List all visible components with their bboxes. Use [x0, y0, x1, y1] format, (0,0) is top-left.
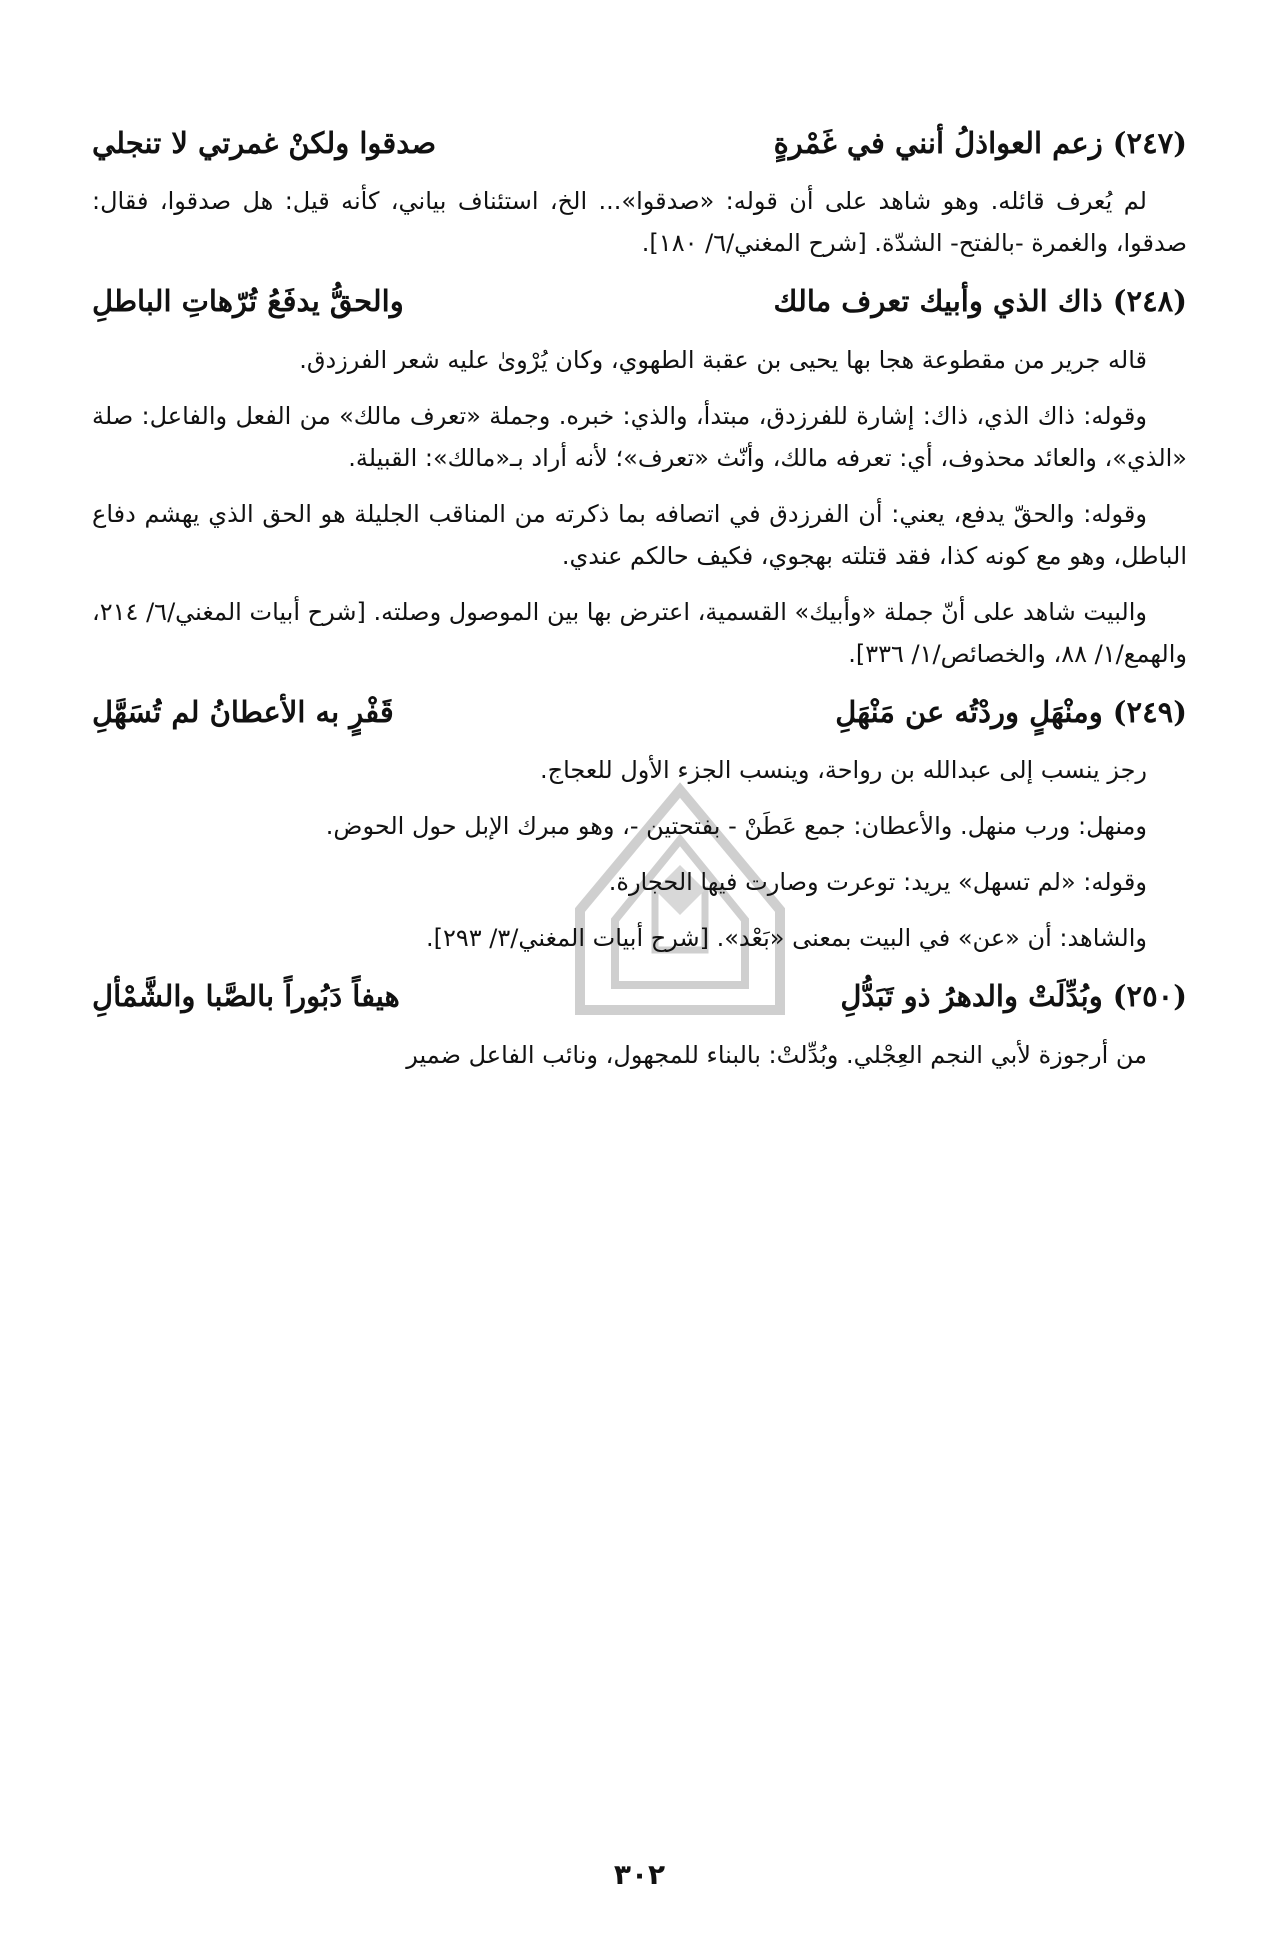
verse-first-hemistich: (٢٥٠) وبُدِّلَتْ والدهرُ ذو تَبَدُّلِ [840, 979, 1187, 1014]
commentary-paragraph: لم يُعرف قائله. وهو شاهد على أن قوله: «صدقوا»... الخ، استئناف بياني، كأنه قيل: هل صدقوا، فقال: صدقوا، والغمرة -بالفتح- الشدّة. [شرح المغني/٦/ ١٨٠]. [92, 187, 1187, 258]
commentary-paragraph: رجز ينسب إلى عبدالله بن رواحة، وينسب الجزء الأول للعجاج. [539, 756, 1147, 785]
verse-second-hemistich: هيفاً دَبُوراً بالصَّبا والشَّمْألِ [92, 979, 400, 1014]
commentary-paragraph: والبيت شاهد على أنّ جملة «وأبيك» القسمية، اعترض بها بين الموصول وصلته. [شرح أبيات المغني/٦/ ٢١٤، والهمع/١/ ٨٨، والخصائص/١/ ٣٣٦]. [92, 597, 1187, 668]
verse-second-hemistich: صدقوا ولكنْ غمرتي لا تنجلي [92, 126, 437, 160]
commentary-paragraph: وقوله: «لم تسهل» يريد: توعرت وصارت فيها الحجارة. [608, 868, 1147, 897]
verse-249 [92, 689, 1187, 735]
commentary-paragraph: قاله جرير من مقطوعة هجا بها يحيى بن عقبة الطهوي، وكان يُرْوىٰ عليه شعر الفرزدق. [299, 345, 1147, 374]
page-number: ٣٠٢ [613, 1858, 666, 1891]
verse-second-hemistich: والحقُّ يدفَعُ تُرّهاتِ الباطلِ [92, 284, 404, 319]
verse-first-hemistich: (٢٤٩) ومنْهَلٍ وردْتُه عن مَنْهَلِ [835, 694, 1187, 729]
page-content [92, 120, 1187, 1090]
commentary-paragraph: وقوله: والحقّ يدفع، يعني: أن الفرزدق في اتصافه بما ذكرته من المناقب الجليلة هو الحق الذي يهشم دفاع الباطل، وهو مع كونه كذا، فقد قتلته بهجوي، فكيف حالكم عندي. [92, 499, 1187, 570]
verse-second-hemistich: قَفْرٍ به الأعطانُ لم تُسَهَّلِ [92, 694, 394, 729]
verse-248 [92, 278, 1187, 324]
verse-247 [92, 120, 1187, 166]
verse-first-hemistich: (٢٤٨) ذاك الذي وأبيك تعرف مالك [773, 284, 1187, 319]
verse-first-hemistich: (٢٤٧) زعم العواذلُ أنني في غَمْرةٍ [773, 126, 1187, 160]
verse-250 [92, 973, 1187, 1019]
commentary-paragraph: والشاهد: أن «عن» في البيت بمعنى «بَعْد». [شرح أبيات المغني/٣/ ٢٩٣]. [425, 924, 1147, 953]
commentary-paragraph: ومنهل: ورب منهل. والأعطان: جمع عَطَنْ - بفتحتين -، وهو مبرك الإبل حول الحوض. [325, 812, 1147, 841]
commentary-paragraph: من أرجوزة لأبي النجم العِجْلي. وبُدِّلتْ: بالبناء للمجهول، ونائب الفاعل ضمير [406, 1040, 1147, 1069]
commentary-paragraph: وقوله: ذاك الذي، ذاك: إشارة للفرزدق، مبتدأ، والذي: خبره. وجملة «تعرف مالك» من الفعل والفاعل: صلة «الذي»، والعائد محذوف، أي: تعرفه مالك، وأنّث «تعرف»؛ لأنه أراد بـ«مالك»: القبيلة. [92, 401, 1187, 472]
